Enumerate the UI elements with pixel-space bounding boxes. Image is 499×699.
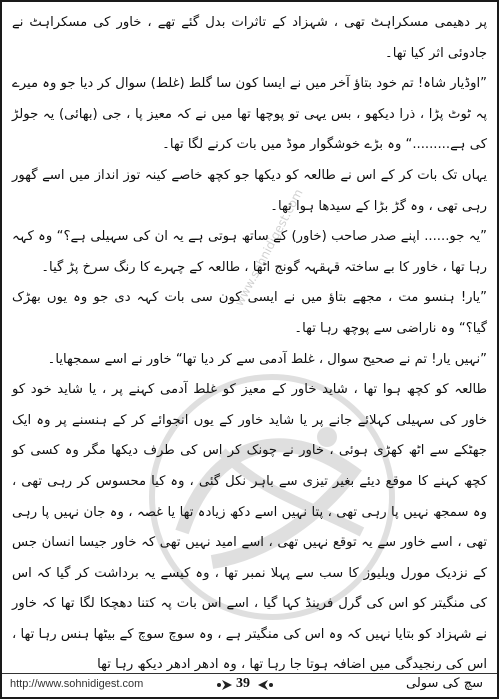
paragraph: ”اوڈیار شاہ! تم خود بتاؤ آخر میں نے ایسا کون سا گلط (غلط) سوال کر دیا جو وہ میرے پہ ٹوٹ پڑا ، ذرا دیکھو ، بس یہی تو پوچھا تھا میں نے کہ معیز پا ، جی (بھائی) یہ جولڑ کی ہے.........“ وہ بڑے خوشگوار موڈ میں بات کرنے لگا تھا۔ (12, 76, 487, 153)
watermark-url: www.sohnidigest.com (232, 186, 306, 309)
page-footer (2, 673, 497, 698)
footer-url[interactable]: http://www.sohnidigest.com (10, 678, 144, 690)
paragraph: ”یہ جو...... اپنے صدر صاحب (خاور) کے ساتھ ہوتی ہے یہ ان کی سہیلی ہے؟“ وہ کہہ رہا تھا ، خاور کا بے ساختہ قہقہہ گونج اٹھا ، طالعہ کے چہرے کا رنگ سرخ پڑ گیا۔ (12, 229, 487, 275)
paragraph: طالعہ کو کچھ ہوا تھا ، شاید خاور کے معیز کو غلط آدمی کہنے پر ، یا شاید خود کو خاور کی سہیلی کہلائے جانے پر یا شاید خاور کے یوں انجوائے کر کے ہنسنے پر وہ ایک جھٹکے سے اٹھ کھڑی ہوئی ، خاور نے چونک کر اس کی طرف دیکھا مگر وہ کسی کو کچھ کہنے کا موقع دیئے بغیر تیزی سے باہر نکل گئی ، وہ کیا محسوس کر رہی تھی ، وہ سمجھ نہیں پا رہی تھی ، پتا نہیں اسے دکھ زیادہ تھا یا غصہ ، وہ جان نہیں پا رہی تھی ، اسے خاور سے یہ توقع نہیں تھی ، اسے امید نہیں تھی کہ خاور جیسا انسان جس کے نزدیک مورل ویلیوز کا سب سے پہلا نمبر تھا ، وہ کیسے یہ برداشت کر گیا کہ اس کی منگیتر کو اس کی گرل فرینڈ کہا گیا ، اسے اس بات پہ کتنا دھچکا لگا تھا کہ خاور نے شہزاد کو بتایا نہیں کہ وہ اس کی منگیتر ہے ، وہ سوچ سوچ کے بیٹھا ہنس رہا تھا ، اس کی رنجیدگی میں اضافہ ہوتا جا رہا تھا ، وہ ادھر ادھر دیکھ رہا تھا (12, 382, 487, 673)
paragraph: ”نہیں یار! تم نے صحیح سوال ، غلط آدمی سے کر دیا تھا“ خاور نے اسے سمجھایا۔ (47, 351, 487, 367)
paragraph: پر دھیمی مسکراہٹ تھی ، شہزاد کے تاثرات بدل گئے تھے ، خاور کی مسکراہٹ نے جادوئی اثر کیا تھا۔ (12, 15, 487, 61)
ornament-left-icon (216, 680, 232, 690)
ornament-right-icon (258, 680, 274, 690)
page-number: 39 (236, 676, 250, 691)
paragraph: ”یار! ہنسو مت ، مجھے بتاؤ میں نے ایسی کون سی بات کہہ دی جو وہ یوں بھڑک گیا؟“ وہ ناراضی سے پوچھ رہا تھا۔ (12, 290, 487, 336)
story-text (12, 8, 487, 681)
paragraph: یہاں تک بات کر کے اس نے طالعہ کو دیکھا جو کچھ خاصے کینہ توز انداز میں اسے گھور رہی تھی ، وہ گڑ بڑا کے سیدھا ہوا تھا۔ (12, 167, 487, 214)
story-title: سچ کی سولی (406, 676, 483, 691)
